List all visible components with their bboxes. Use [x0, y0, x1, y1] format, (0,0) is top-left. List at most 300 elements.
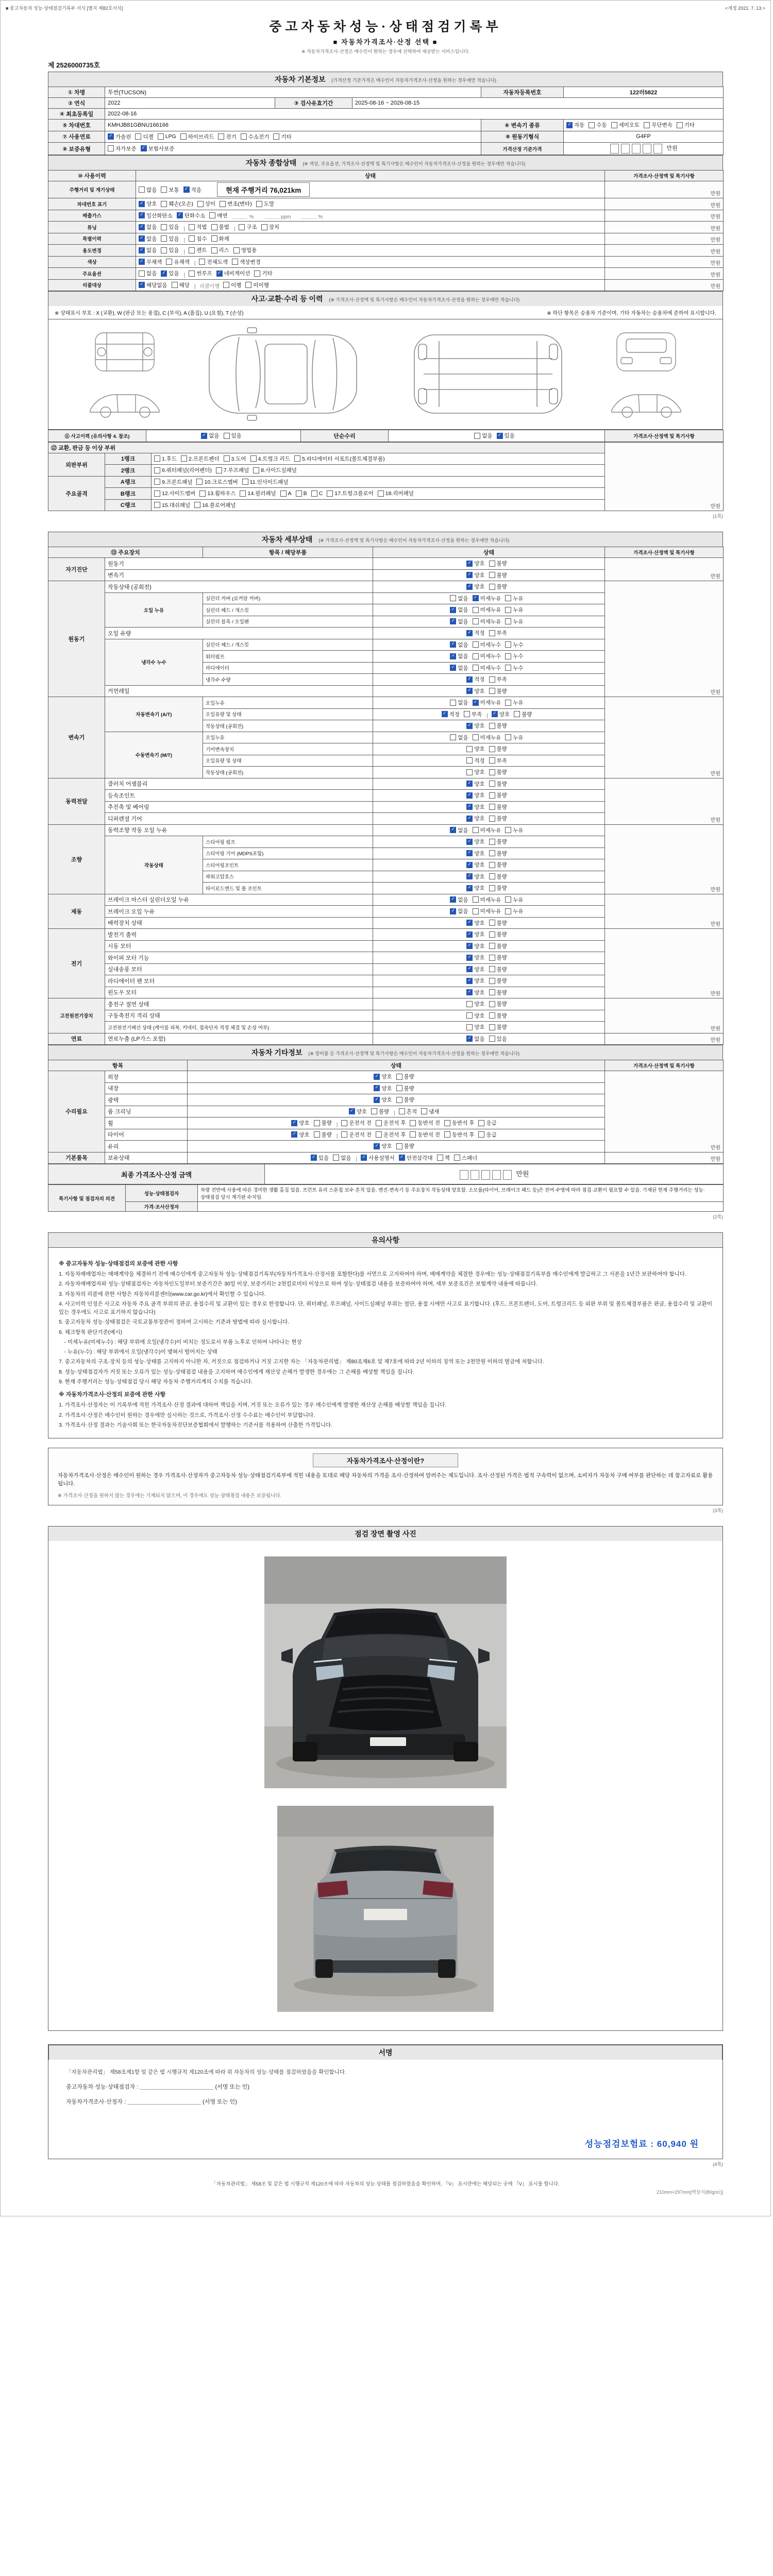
checkbox-option[interactable]	[161, 269, 179, 277]
checkbox-unchecked-icon[interactable]	[505, 607, 511, 613]
checkbox-unchecked-icon[interactable]	[261, 224, 267, 230]
checkbox-option[interactable]	[189, 269, 212, 277]
checkbox-unchecked-icon[interactable]	[505, 896, 511, 903]
checkbox-checked-icon[interactable]	[442, 711, 448, 717]
checkbox-option[interactable]	[311, 490, 323, 497]
checkbox-option[interactable]	[450, 641, 468, 649]
checkbox-option[interactable]	[466, 757, 484, 765]
checkbox-option[interactable]	[450, 595, 468, 602]
checkbox-checked-icon[interactable]	[450, 827, 456, 833]
checkbox-unchecked-icon[interactable]	[341, 1131, 347, 1138]
checkbox-checked-icon[interactable]	[497, 433, 503, 439]
checkbox-checked-icon[interactable]	[466, 955, 473, 961]
checkbox-option[interactable]	[505, 699, 523, 706]
checkbox-option[interactable]	[489, 965, 507, 973]
checkbox-unchecked-icon[interactable]	[489, 885, 495, 891]
checkbox-option[interactable]	[466, 1000, 484, 1008]
checkbox-unchecked-icon[interactable]	[505, 827, 511, 833]
checkbox-option[interactable]	[466, 722, 484, 730]
checkbox-unchecked-icon[interactable]	[180, 133, 187, 140]
checkbox-option[interactable]	[466, 884, 484, 892]
checkbox-option[interactable]	[261, 223, 279, 231]
checkbox-option[interactable]	[566, 121, 584, 129]
checkbox-unchecked-icon[interactable]	[489, 561, 495, 567]
checkbox-unchecked-icon[interactable]	[489, 839, 495, 845]
checkbox-unchecked-icon[interactable]	[139, 270, 145, 277]
checkbox-unchecked-icon[interactable]	[296, 490, 302, 497]
checkbox-unchecked-icon[interactable]	[505, 595, 511, 601]
checkbox-option[interactable]	[161, 200, 193, 208]
checkbox-option[interactable]	[421, 1108, 439, 1115]
checkbox-checked-icon[interactable]	[450, 908, 456, 914]
signature-line-appraiser[interactable]: 자동차가격조사·산정자 : ＿＿＿＿＿＿＿＿＿＿＿＿＿ (서명 또는 인)	[66, 2098, 237, 2105]
checkbox-checked-icon[interactable]	[492, 711, 498, 717]
checkbox-checked-icon[interactable]	[139, 282, 145, 288]
checkbox-option[interactable]	[489, 930, 507, 938]
checkbox-option[interactable]	[489, 873, 507, 880]
checkbox-unchecked-icon[interactable]	[250, 455, 257, 462]
checkbox-option[interactable]	[280, 490, 292, 497]
checkbox-option[interactable]	[333, 1154, 351, 1162]
checkbox-option[interactable]	[466, 977, 484, 985]
checkbox-unchecked-icon[interactable]	[489, 688, 495, 694]
checkbox-unchecked-icon[interactable]	[489, 792, 495, 799]
checkbox-unchecked-icon[interactable]	[489, 931, 495, 938]
checkbox-unchecked-icon[interactable]	[341, 1120, 347, 1126]
checkbox-option[interactable]	[378, 489, 414, 497]
checkbox-option[interactable]	[473, 652, 501, 660]
checkbox-unchecked-icon[interactable]	[466, 1024, 473, 1030]
checkbox-unchecked-icon[interactable]	[505, 734, 511, 740]
checkbox-unchecked-icon[interactable]	[135, 133, 141, 140]
checkbox-unchecked-icon[interactable]	[189, 247, 195, 253]
checkbox-option[interactable]	[139, 246, 157, 254]
checkbox-unchecked-icon[interactable]	[256, 201, 262, 207]
checkbox-checked-icon[interactable]	[466, 978, 473, 984]
checkbox-unchecked-icon[interactable]	[189, 224, 195, 230]
checkbox-option[interactable]	[489, 803, 507, 811]
checkbox-option[interactable]	[489, 1035, 507, 1043]
checkbox-option[interactable]	[473, 606, 501, 614]
checkbox-unchecked-icon[interactable]	[489, 989, 495, 995]
checkbox-unchecked-icon[interactable]	[154, 467, 160, 473]
checkbox-option[interactable]	[450, 699, 468, 706]
checkbox-checked-icon[interactable]	[139, 247, 145, 253]
checkbox-unchecked-icon[interactable]	[489, 746, 495, 752]
checkbox-option[interactable]	[466, 583, 484, 590]
checkbox-unchecked-icon[interactable]	[158, 133, 164, 140]
checkbox-unchecked-icon[interactable]	[161, 247, 167, 253]
checkbox-option[interactable]	[450, 826, 468, 834]
checkbox-unchecked-icon[interactable]	[473, 618, 479, 624]
checkbox-unchecked-icon[interactable]	[489, 804, 495, 810]
checkbox-checked-icon[interactable]	[108, 133, 114, 140]
checkbox-unchecked-icon[interactable]	[199, 490, 206, 497]
checkbox-unchecked-icon[interactable]	[489, 1024, 495, 1030]
checkbox-unchecked-icon[interactable]	[489, 757, 495, 764]
checkbox-unchecked-icon[interactable]	[450, 595, 456, 601]
checkbox-unchecked-icon[interactable]	[489, 1001, 495, 1007]
checkbox-option[interactable]	[478, 1119, 496, 1127]
checkbox-option[interactable]	[254, 269, 272, 277]
checkbox-unchecked-icon[interactable]	[444, 1131, 450, 1138]
checkbox-checked-icon[interactable]	[216, 270, 223, 277]
checkbox-unchecked-icon[interactable]	[396, 1097, 402, 1103]
checkbox-unchecked-icon[interactable]	[473, 607, 479, 613]
checkbox-option[interactable]	[374, 1142, 392, 1150]
checkbox-checked-icon[interactable]	[466, 676, 473, 683]
checkbox-unchecked-icon[interactable]	[199, 259, 205, 265]
checkbox-option[interactable]	[466, 791, 484, 799]
checkbox-option[interactable]	[489, 780, 507, 788]
checkbox-option[interactable]	[139, 235, 157, 243]
checkbox-option[interactable]	[489, 942, 507, 950]
checkbox-option[interactable]	[139, 200, 157, 208]
checkbox-option[interactable]	[466, 919, 484, 927]
checkbox-option[interactable]	[139, 281, 167, 289]
checkbox-option[interactable]	[196, 478, 238, 486]
checkbox-unchecked-icon[interactable]	[196, 479, 203, 485]
checkbox-option[interactable]	[256, 200, 274, 208]
checkbox-option[interactable]	[466, 850, 484, 857]
checkbox-option[interactable]	[233, 246, 257, 254]
checkbox-option[interactable]	[166, 258, 189, 266]
checkbox-option[interactable]	[396, 1073, 414, 1080]
checkbox-checked-icon[interactable]	[450, 641, 456, 648]
checkbox-option[interactable]	[473, 826, 501, 834]
checkbox-option[interactable]	[294, 455, 385, 463]
checkbox-option[interactable]	[223, 281, 241, 289]
checkbox-option[interactable]	[442, 710, 460, 718]
checkbox-option[interactable]	[464, 710, 482, 718]
checkbox-unchecked-icon[interactable]	[154, 455, 160, 462]
checkbox-checked-icon[interactable]	[450, 896, 456, 903]
checkbox-unchecked-icon[interactable]	[489, 943, 495, 949]
checkbox-option[interactable]	[376, 1119, 406, 1127]
checkbox-option[interactable]	[489, 838, 507, 845]
checkbox-option[interactable]	[473, 664, 501, 672]
checkbox-option[interactable]	[489, 989, 507, 996]
checkbox-option[interactable]	[245, 281, 268, 289]
checkbox-unchecked-icon[interactable]	[478, 1131, 484, 1138]
checkbox-option[interactable]	[410, 1119, 440, 1127]
checkbox-unchecked-icon[interactable]	[450, 700, 456, 706]
checkbox-option[interactable]	[253, 466, 297, 474]
checkbox-checked-icon[interactable]	[473, 595, 479, 601]
checkbox-option[interactable]	[505, 664, 523, 672]
checkbox-unchecked-icon[interactable]	[489, 769, 495, 775]
checkbox-option[interactable]	[473, 907, 501, 915]
checkbox-option[interactable]	[466, 803, 484, 811]
checkbox-checked-icon[interactable]	[466, 688, 473, 694]
checkbox-option[interactable]	[450, 907, 468, 915]
checkbox-unchecked-icon[interactable]	[644, 122, 650, 128]
checkbox-option[interactable]	[437, 1154, 450, 1162]
checkbox-option[interactable]	[454, 1154, 477, 1162]
checkbox-unchecked-icon[interactable]	[489, 584, 495, 590]
checkbox-option[interactable]	[139, 212, 173, 219]
checkbox-checked-icon[interactable]	[466, 1036, 473, 1042]
checkbox-unchecked-icon[interactable]	[189, 270, 195, 277]
checkbox-unchecked-icon[interactable]	[489, 630, 495, 636]
checkbox-unchecked-icon[interactable]	[240, 490, 246, 497]
checkbox-checked-icon[interactable]	[161, 270, 167, 277]
checkbox-option[interactable]	[489, 791, 507, 799]
checkbox-option[interactable]	[450, 606, 468, 614]
checkbox-option[interactable]	[489, 815, 507, 822]
checkbox-option[interactable]	[250, 455, 290, 463]
checkbox-option[interactable]	[589, 121, 607, 129]
checkbox-option[interactable]	[466, 954, 484, 961]
checkbox-checked-icon[interactable]	[466, 885, 473, 891]
checkbox-checked-icon[interactable]	[361, 1155, 367, 1161]
checkbox-unchecked-icon[interactable]	[161, 201, 167, 207]
checkbox-unchecked-icon[interactable]	[314, 1120, 320, 1126]
checkbox-option[interactable]	[224, 455, 246, 463]
checkbox-option[interactable]	[450, 618, 468, 625]
checkbox-option[interactable]	[341, 1131, 372, 1139]
checkbox-unchecked-icon[interactable]	[505, 653, 511, 659]
checkbox-checked-icon[interactable]	[466, 920, 473, 926]
checkbox-unchecked-icon[interactable]	[220, 201, 226, 207]
checkbox-option[interactable]	[361, 1154, 395, 1162]
checkbox-unchecked-icon[interactable]	[194, 502, 200, 508]
checkbox-option[interactable]	[139, 258, 162, 266]
checkbox-option[interactable]	[180, 133, 214, 141]
checkbox-unchecked-icon[interactable]	[172, 282, 178, 288]
checkbox-option[interactable]	[450, 664, 468, 672]
checkbox-option[interactable]	[473, 699, 501, 706]
checkbox-checked-icon[interactable]	[399, 1155, 405, 1161]
checkbox-option[interactable]	[473, 896, 501, 904]
checkbox-unchecked-icon[interactable]	[474, 433, 480, 439]
checkbox-checked-icon[interactable]	[473, 700, 479, 706]
checkbox-option[interactable]	[239, 223, 257, 231]
checkbox-unchecked-icon[interactable]	[421, 1108, 427, 1114]
checkbox-unchecked-icon[interactable]	[224, 433, 230, 439]
checkbox-unchecked-icon[interactable]	[161, 187, 167, 193]
checkbox-option[interactable]	[396, 1084, 414, 1092]
checkbox-unchecked-icon[interactable]	[314, 1131, 320, 1138]
checkbox-unchecked-icon[interactable]	[505, 641, 511, 648]
checkbox-unchecked-icon[interactable]	[489, 572, 495, 578]
checkbox-option[interactable]	[327, 489, 373, 497]
checkbox-unchecked-icon[interactable]	[466, 746, 473, 752]
checkbox-checked-icon[interactable]	[466, 873, 473, 879]
checkbox-option[interactable]	[311, 1154, 329, 1162]
checkbox-option[interactable]	[489, 977, 507, 985]
checkbox-unchecked-icon[interactable]	[677, 122, 683, 128]
checkbox-unchecked-icon[interactable]	[454, 1155, 460, 1161]
checkbox-checked-icon[interactable]	[374, 1085, 380, 1091]
checkbox-unchecked-icon[interactable]	[611, 122, 617, 128]
checkbox-option[interactable]	[478, 1131, 496, 1139]
checkbox-option[interactable]	[216, 466, 249, 474]
checkbox-unchecked-icon[interactable]	[232, 259, 238, 265]
checkbox-checked-icon[interactable]	[291, 1120, 297, 1126]
checkbox-unchecked-icon[interactable]	[245, 282, 251, 288]
checkbox-option[interactable]	[189, 246, 207, 254]
checkbox-checked-icon[interactable]	[466, 781, 473, 787]
checkbox-option[interactable]	[201, 432, 219, 439]
checkbox-option[interactable]	[177, 212, 206, 219]
checkbox-option[interactable]	[211, 223, 229, 231]
checkbox-unchecked-icon[interactable]	[294, 455, 300, 462]
checkbox-unchecked-icon[interactable]	[489, 862, 495, 868]
checkbox-checked-icon[interactable]	[466, 850, 473, 856]
checkbox-option[interactable]	[450, 734, 468, 741]
checkbox-unchecked-icon[interactable]	[273, 133, 279, 140]
checkbox-unchecked-icon[interactable]	[376, 1120, 382, 1126]
checkbox-option[interactable]	[444, 1119, 475, 1127]
checkbox-unchecked-icon[interactable]	[378, 490, 384, 497]
checkbox-option[interactable]	[489, 1000, 507, 1008]
checkbox-checked-icon[interactable]	[466, 723, 473, 729]
checkbox-option[interactable]	[154, 501, 190, 509]
checkbox-option[interactable]	[181, 455, 219, 463]
checkbox-unchecked-icon[interactable]	[489, 850, 495, 856]
checkbox-unchecked-icon[interactable]	[473, 665, 479, 671]
checkbox-option[interactable]	[399, 1154, 433, 1162]
checkbox-option[interactable]	[505, 734, 523, 741]
checkbox-unchecked-icon[interactable]	[505, 618, 511, 624]
checkbox-option[interactable]	[450, 896, 468, 904]
checkbox-option[interactable]	[505, 907, 523, 915]
checkbox-unchecked-icon[interactable]	[189, 235, 195, 242]
checkbox-option[interactable]	[466, 942, 484, 950]
checkbox-unchecked-icon[interactable]	[473, 896, 479, 903]
checkbox-option[interactable]	[139, 186, 157, 194]
checkbox-option[interactable]	[489, 850, 507, 857]
checkbox-option[interactable]	[135, 133, 153, 141]
checkbox-unchecked-icon[interactable]	[473, 641, 479, 648]
checkbox-option[interactable]	[314, 1131, 332, 1139]
checkbox-unchecked-icon[interactable]	[108, 145, 114, 151]
checkbox-option[interactable]	[466, 745, 484, 753]
checkbox-unchecked-icon[interactable]	[444, 1120, 450, 1126]
checkbox-option[interactable]	[466, 675, 484, 683]
checkbox-unchecked-icon[interactable]	[505, 700, 511, 706]
checkbox-option[interactable]	[374, 1073, 392, 1080]
checkbox-checked-icon[interactable]	[311, 1155, 317, 1161]
checkbox-unchecked-icon[interactable]	[218, 133, 224, 140]
checkbox-unchecked-icon[interactable]	[154, 502, 160, 508]
checkbox-option[interactable]	[466, 629, 484, 637]
checkbox-checked-icon[interactable]	[177, 212, 183, 218]
checkbox-option[interactable]	[199, 489, 236, 497]
checkbox-checked-icon[interactable]	[450, 653, 456, 659]
checkbox-unchecked-icon[interactable]	[333, 1155, 339, 1161]
checkbox-option[interactable]	[489, 675, 507, 683]
checkbox-option[interactable]	[199, 258, 228, 266]
checkbox-option[interactable]	[341, 1119, 372, 1127]
checkbox-option[interactable]	[291, 1131, 309, 1139]
checkbox-checked-icon[interactable]	[374, 1074, 380, 1080]
checkbox-option[interactable]	[489, 560, 507, 567]
checkbox-option[interactable]	[314, 1119, 332, 1127]
checkbox-checked-icon[interactable]	[450, 607, 456, 613]
checkbox-option[interactable]	[374, 1096, 392, 1104]
checkbox-option[interactable]	[466, 571, 484, 579]
checkbox-unchecked-icon[interactable]	[327, 490, 333, 497]
checkbox-unchecked-icon[interactable]	[505, 908, 511, 914]
checkbox-unchecked-icon[interactable]	[450, 734, 456, 740]
checkbox-option[interactable]	[444, 1131, 475, 1139]
checkbox-option[interactable]	[216, 269, 250, 277]
checkbox-unchecked-icon[interactable]	[489, 781, 495, 787]
checkbox-unchecked-icon[interactable]	[154, 490, 160, 497]
checkbox-unchecked-icon[interactable]	[437, 1155, 443, 1161]
checkbox-option[interactable]	[473, 641, 501, 649]
checkbox-unchecked-icon[interactable]	[473, 653, 479, 659]
checkbox-option[interactable]	[489, 571, 507, 579]
checkbox-option[interactable]	[399, 1108, 417, 1115]
checkbox-option[interactable]	[466, 687, 484, 695]
checkbox-unchecked-icon[interactable]	[410, 1131, 416, 1138]
checkbox-option[interactable]	[220, 200, 252, 208]
checkbox-option[interactable]	[505, 652, 523, 660]
checkbox-option[interactable]	[466, 965, 484, 973]
checkbox-option[interactable]	[410, 1131, 440, 1139]
checkbox-option[interactable]	[224, 432, 242, 439]
checkbox-unchecked-icon[interactable]	[154, 479, 160, 485]
checkbox-option[interactable]	[197, 200, 215, 208]
checkbox-unchecked-icon[interactable]	[489, 978, 495, 984]
checkbox-option[interactable]	[466, 560, 484, 567]
checkbox-option[interactable]	[466, 815, 484, 822]
checkbox-unchecked-icon[interactable]	[466, 1012, 473, 1019]
checkbox-checked-icon[interactable]	[466, 862, 473, 868]
checkbox-option[interactable]	[161, 235, 179, 243]
checkbox-option[interactable]	[242, 478, 289, 486]
checkbox-option[interactable]	[505, 595, 523, 602]
checkbox-option[interactable]	[296, 490, 307, 497]
checkbox-option[interactable]	[473, 618, 501, 625]
checkbox-checked-icon[interactable]	[466, 816, 473, 822]
checkbox-unchecked-icon[interactable]	[233, 247, 240, 253]
checkbox-option[interactable]	[183, 186, 201, 194]
checkbox-option[interactable]	[466, 780, 484, 788]
checkbox-checked-icon[interactable]	[466, 584, 473, 590]
checkbox-option[interactable]	[466, 838, 484, 845]
checkbox-option[interactable]	[396, 1142, 414, 1150]
checkbox-option[interactable]	[189, 223, 207, 231]
checkbox-option[interactable]	[211, 246, 229, 254]
checkbox-unchecked-icon[interactable]	[466, 769, 473, 775]
checkbox-unchecked-icon[interactable]	[589, 122, 595, 128]
checkbox-checked-icon[interactable]	[450, 665, 456, 671]
checkbox-unchecked-icon[interactable]	[466, 757, 473, 764]
checkbox-unchecked-icon[interactable]	[473, 734, 479, 740]
checkbox-unchecked-icon[interactable]	[166, 259, 172, 265]
checkbox-option[interactable]	[154, 489, 195, 497]
checkbox-unchecked-icon[interactable]	[478, 1120, 484, 1126]
checkbox-unchecked-icon[interactable]	[396, 1074, 402, 1080]
checkbox-option[interactable]	[489, 861, 507, 869]
checkbox-option[interactable]	[489, 629, 507, 637]
checkbox-option[interactable]	[489, 954, 507, 961]
checkbox-option[interactable]	[273, 133, 291, 141]
checkbox-option[interactable]	[241, 133, 270, 141]
checkbox-checked-icon[interactable]	[139, 224, 145, 230]
checkbox-option[interactable]	[505, 896, 523, 904]
checkbox-option[interactable]	[492, 710, 510, 718]
checkbox-unchecked-icon[interactable]	[311, 490, 317, 497]
checkbox-option[interactable]	[466, 768, 484, 776]
checkbox-unchecked-icon[interactable]	[241, 133, 247, 140]
checkbox-unchecked-icon[interactable]	[139, 187, 145, 193]
checkbox-unchecked-icon[interactable]	[197, 201, 204, 207]
